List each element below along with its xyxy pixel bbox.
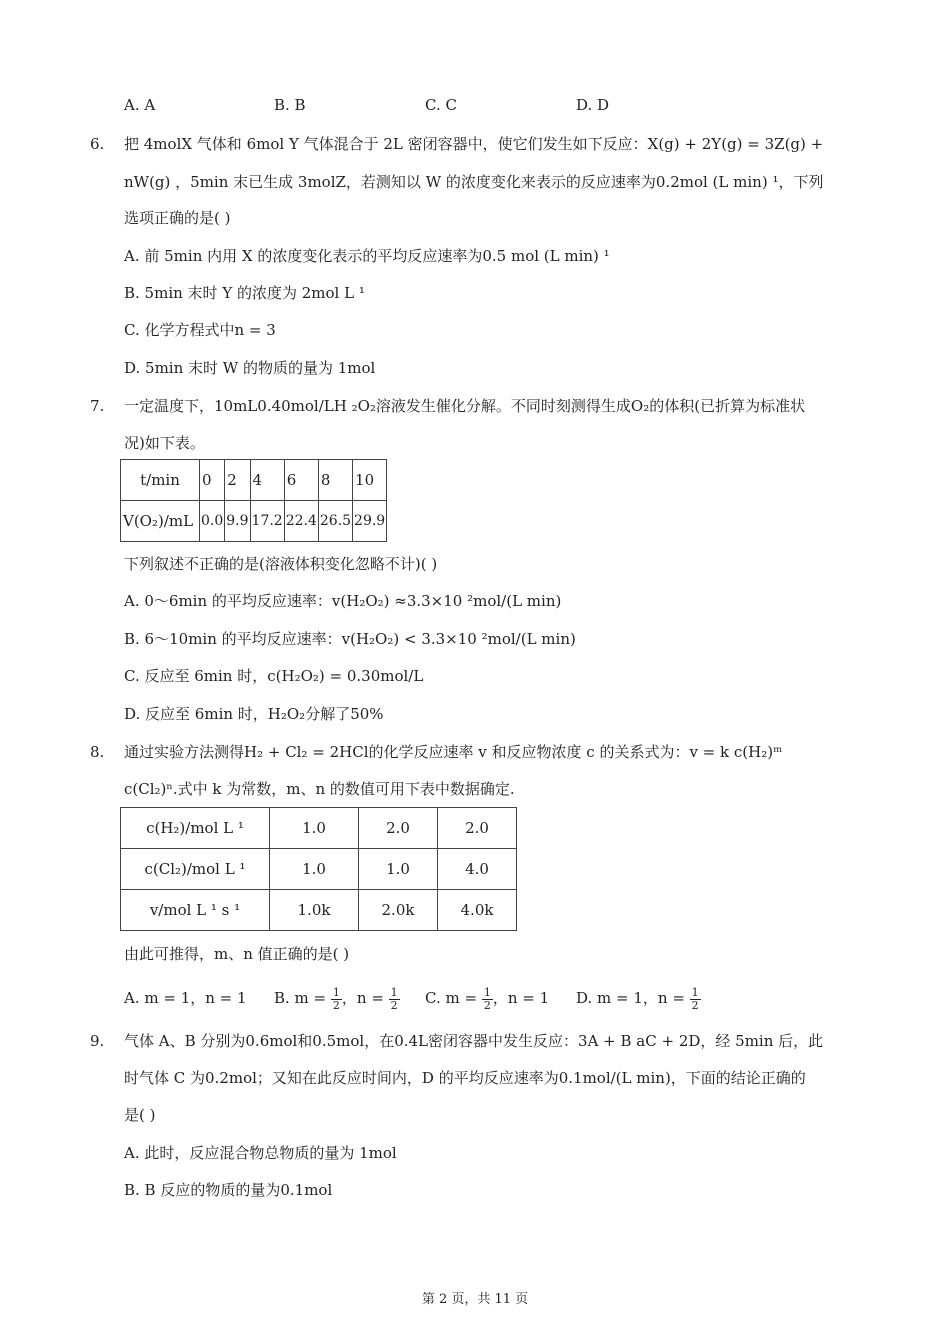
table-cell: 1.0 — [270, 808, 359, 849]
table-cell: 2.0 — [359, 808, 438, 849]
q7-option-d: D. 反应至 6min 时，H₂O₂分解了50% — [124, 705, 384, 723]
table-cell: 10 — [353, 460, 387, 501]
q7-data-table — [120, 459, 387, 542]
table-cell: 9.9 — [225, 501, 250, 542]
table-cell: 1.0 — [359, 849, 438, 890]
q6-stem-line3: 选项正确的是( ) — [124, 209, 231, 227]
q9-option-a: A. 此时，反应混合物总物质的量为 1mol — [124, 1144, 397, 1162]
q9-stem-line3: 是( ) — [124, 1106, 156, 1124]
q5-option-a: A. A — [124, 96, 156, 114]
page-footer: 第 2 页，共 11 页 — [421, 1292, 529, 1307]
table-row — [121, 808, 517, 849]
table-header-cell: c(Cl₂)/mol L ¹ — [121, 849, 270, 890]
table-cell: 2.0k — [359, 890, 438, 931]
q6-option-a: A. 前 5min 内用 X 的浓度变化表示的平均反应速率为0.5 mol (L min) ¹ — [124, 247, 610, 265]
table-cell: 1.0k — [270, 890, 359, 931]
q9-stem-line1: 气体 A、B 分别为0.6mol和0.5mol，在0.4L密闭容器中发生反应：3A + B aC + 2D，经 5min 后，此 — [124, 1032, 824, 1050]
q6-stem-line1: 把 4molX 气体和 6mol Y 气体混合于 2L 密闭容器中，使它们发生如下反应：X(g) + 2Y(g) = 3Z(g) + — [124, 135, 824, 153]
q8-option-b: B. m = $\frac{1}{2}$ ，n = $\frac{1}{2}$ — [274, 985, 398, 1012]
table-row — [121, 890, 517, 931]
q6-option-d: D. 5min 末时 W 的物质的量为 1mol — [124, 359, 376, 377]
table-cell: 4 — [250, 460, 284, 501]
q6-option-c: C. 化学方程式中n = 3 — [124, 321, 276, 339]
q6-option-b: B. 5min 末时 Y 的浓度为 2mol L ¹ — [124, 284, 365, 302]
table-row — [121, 460, 387, 501]
q7-question: 下列叙述不正确的是(溶液体积变化忽略不计)( ) — [124, 555, 438, 573]
table-cell: 2.0 — [438, 808, 517, 849]
q5-option-c: C. C — [425, 96, 457, 114]
q7-stem-line2: 况)如下表。 — [124, 434, 205, 452]
q7-option-c: C. 反应至 6min 时，c(H₂O₂) = 0.30mol/L — [124, 667, 424, 685]
q8-stem-line1: 通过实验方法测得H₂ + Cl₂ = 2HCl的化学反应速率 v 和反应物浓度 c 的关系式为：v = k c(H₂)ᵐ — [124, 743, 783, 761]
q7-stem-line1: 一定温度下，10mL0.40mol/LH ₂O₂溶液发生催化分解。不同时刻测得生成O₂的体积(已折算为标准状 — [124, 397, 806, 415]
q9-option-b: B. B 反应的物质的量为0.1mol — [124, 1181, 333, 1199]
table-cell: 1.0 — [270, 849, 359, 890]
q7-option-a: A. 0～6min 的平均反应速率：v(H₂O₂) ≈3.3×10 ²mol/(L min) — [124, 592, 562, 610]
q7-number: 7. — [90, 397, 105, 415]
q9-number: 9. — [90, 1032, 105, 1050]
table-header-cell: v/mol L ¹ s ¹ — [121, 890, 270, 931]
table-header-cell: t/min — [121, 460, 200, 501]
q6-number: 6. — [90, 135, 105, 153]
table-cell: 0 — [200, 460, 225, 501]
q6-stem-line2: nW(g) ，5min 末已生成 3molZ，若测知以 W 的浓度变化来表示的反应速率为0.2mol (L min) ¹，下列 — [124, 173, 824, 191]
table-cell: 8 — [318, 460, 352, 501]
q8-option-a: A. m = 1，n = 1 — [124, 989, 247, 1007]
table-row — [121, 501, 387, 542]
q9-stem-line2: 时气体 C 为0.2mol；又知在此反应时间内，D 的平均反应速率为0.1mol/(L min)，下面的结论正确的 — [124, 1069, 806, 1087]
table-cell: 0.0 — [200, 501, 225, 542]
table-cell: 4.0 — [438, 849, 517, 890]
table-cell: 4.0k — [438, 890, 517, 931]
q8-option-c: C. m = $\frac{1}{2}$ ，n = 1 — [425, 985, 550, 1012]
fraction-half: $\frac{1}{2}$ — [483, 985, 491, 1012]
fraction-half: $\frac{1}{2}$ — [332, 985, 340, 1012]
table-cell: 17.2 — [250, 501, 284, 542]
q7-option-b: B. 6～10min 的平均反应速率：v(H₂O₂) < 3.3×10 ²mol/(L min) — [124, 630, 576, 648]
fraction-half: $\frac{1}{2}$ — [691, 985, 699, 1012]
table-header-cell: c(H₂)/mol L ¹ — [121, 808, 270, 849]
fraction-half: $\frac{1}{2}$ — [390, 985, 398, 1012]
table-cell: 22.4 — [284, 501, 318, 542]
table-cell: 2 — [225, 460, 250, 501]
table-header-cell: V(O₂)/mL — [121, 501, 200, 542]
q8-question: 由此可推得，m、n 值正确的是( ) — [124, 945, 350, 963]
q8-data-table — [120, 807, 517, 931]
table-cell: 29.9 — [353, 501, 387, 542]
q8-number: 8. — [90, 743, 105, 761]
table-cell: 26.5 — [318, 501, 352, 542]
table-row — [121, 849, 517, 890]
q8-option-d: D. m = 1，n = $\frac{1}{2}$ — [576, 985, 699, 1012]
q8-stem-line2: c(Cl₂)ⁿ.式中 k 为常数，m、n 的数值可用下表中数据确定. — [124, 780, 515, 798]
table-cell: 6 — [284, 460, 318, 501]
q5-option-b: B. B — [274, 96, 306, 114]
q5-option-d: D. D — [576, 96, 610, 114]
